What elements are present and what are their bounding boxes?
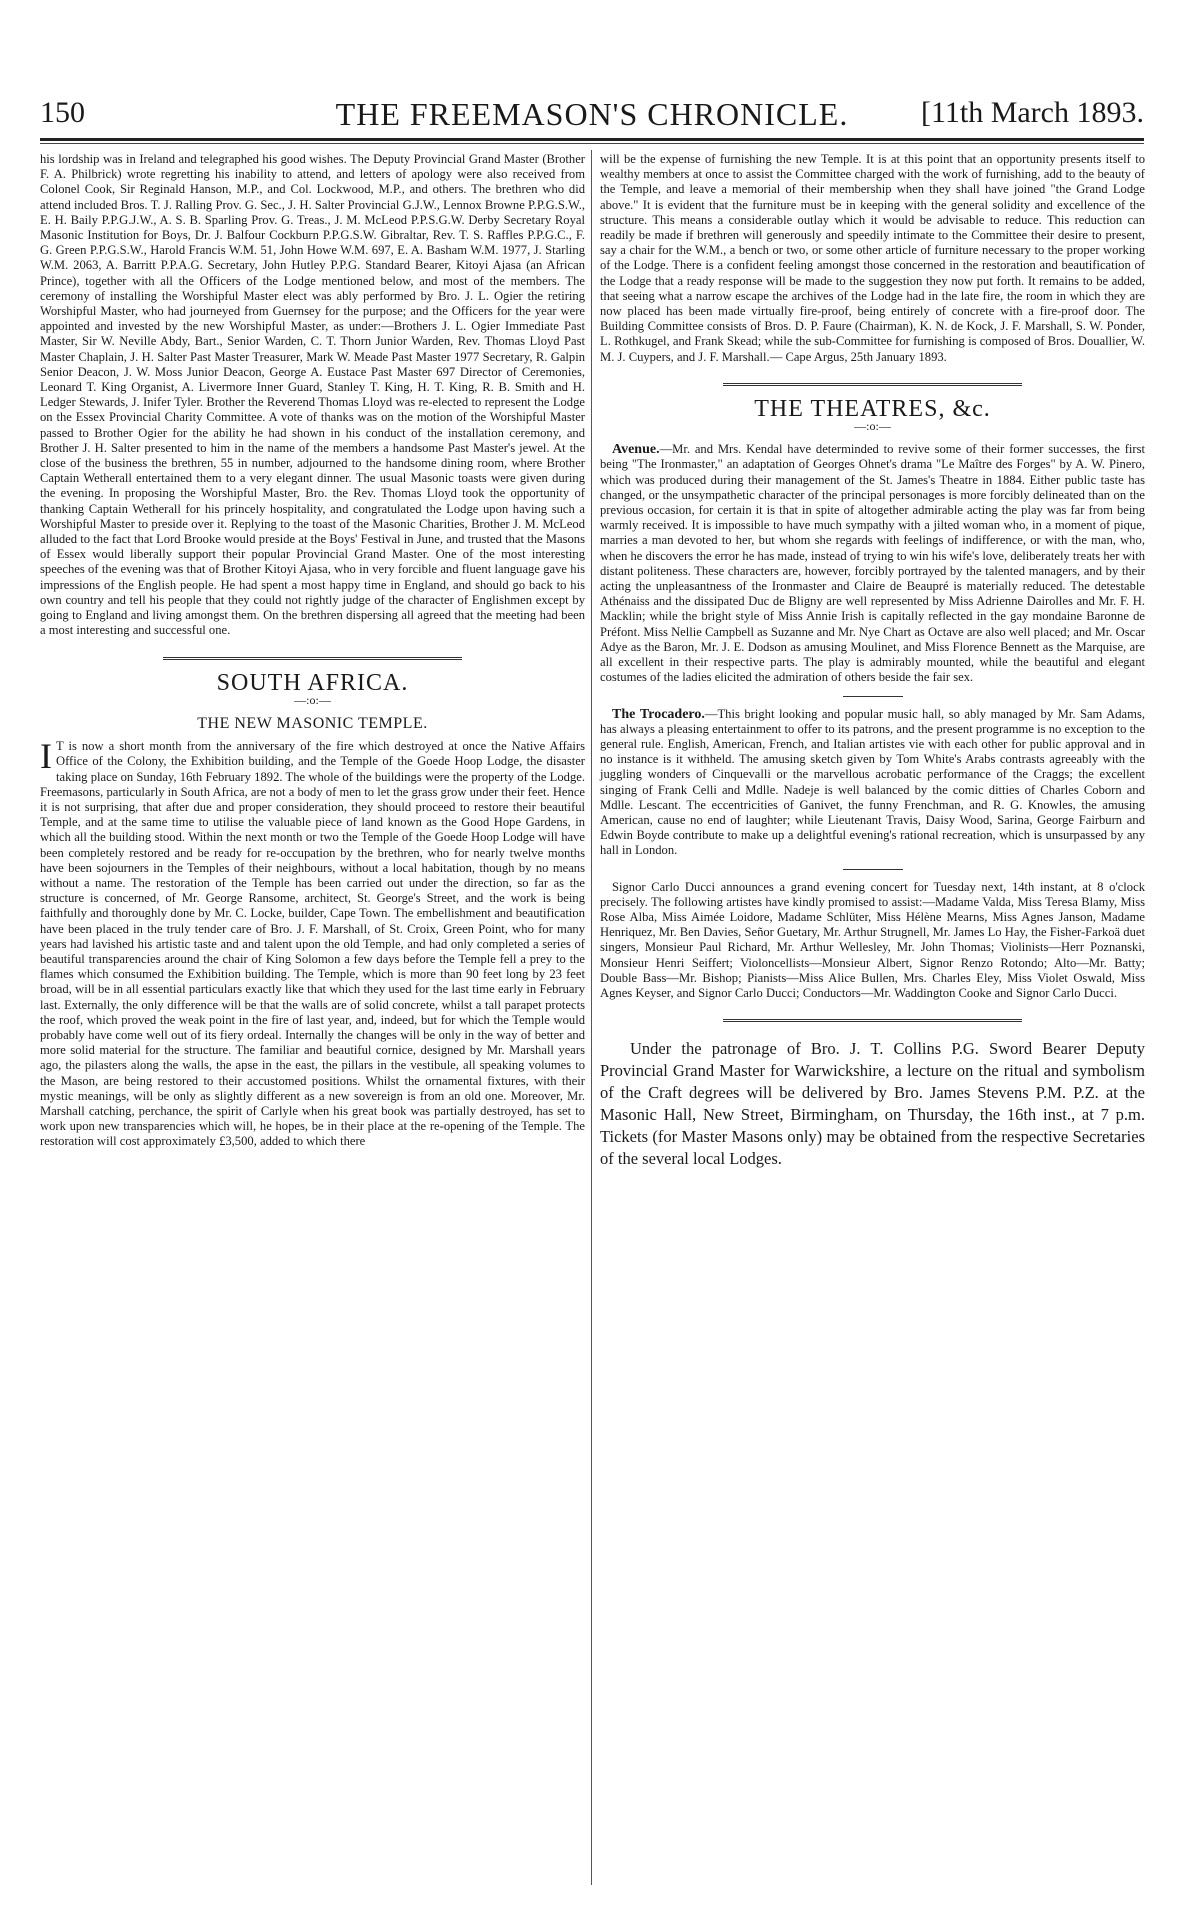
- section-divider: [723, 1019, 1023, 1022]
- masonic-temple-article: [40, 736, 585, 1149]
- short-rule: [843, 869, 903, 870]
- header-rule-thin: [40, 143, 1144, 144]
- section-heading-theatres: THE THEATRES, &c.: [754, 395, 991, 422]
- lodge-report-paragraph: his lordship was in Ireland and telegraphed his good wishes. The Deputy Provincial Grand Master (Brother F. A. Philbrick) wrote regretting his inability to attend, and letters of apology were also received from Colonel Cook, Sir Reginald Hanson, M.P., and Col. Lockwood, M.P., and others. The brethren who did attend included Bros. T. J. Ralling Prov. G. Sec., J. H. Salter Provincial G.J.W., Lennox Browne P.P.G.S.W., E. H. Baily P.P.G.J.W., A. S. B. Sparling Prov. G. Treas., J. M. McLeod P.P.S.G.W. Derby Secretary Royal Masonic Institution for Boys, Dr. J. Balfour Cockburn P.P.G.S.W. Gibraltar, Rev. T. S. Raffles P.P.G.C., F. G. Green P.P.G.S.W., Harold Francis W.M. 51, John Howe W.M. 697, E. A. Basham W.M. 1977, J. Starling W.M. 2063, A. Barritt P.P.A.G. Secretary, John Hutley P.P.G. Standard Bearer, Kitoyi Ajasa (an African Prince), together with all the Officers of the Lodge mentioned below, and most of the members. The ceremony of installing the Worshipful Master elect was ably performed by Bro. J. L. Ogier the retiring Worshipful Master, who had journeyed from Guernsey for the purpose; and the Officers for the year were appointed and invested by the new Worshipful Master, as under:—Brothers J. L. Ogier Immediate Past Master, Sir W. Neville Abdy, Bart., Senior Warden, C. T. Thorn Junior Warden, Rev. Thomas Lloyd Past Master Chaplain, J. H. Salter Past Master Treasurer, Mark W. Meade Past Master 1977 Secretary, R. Galpin Senior Deacon, J. W. Moss Junior Deacon, George A. Eustace Past Master 697 Director of Ceremonies, Leonard T. King Organist, A. Livermore Inner Guard, Stanley T. King, H. T. King, R. B. Smith and H. Ledger Stewards, J. Inifer Tyler. Brother the Reverend Thomas Lloyd was re-elected to represent the Lodge on the Essex Provincial Charity Committee. A vote of thanks was on the motion of the Worshipful Master passed to Brother Ogier for the ability he had shown in his conduct of the installation ceremony, and Brother J. H. Salter presented to him in the name of the members a handsome Past Master's jewel. At the close of the business the brethren, 55 in number, adjourned to the handsome dining room, where Brother Captain Wetherall entertained them to a very elegant dinner. The usual Masonic toasts were given during the evening. In proposing the Worshipful Master, Bro. the Rev. Thomas Lloyd took the opportunity of thanking Captain Wetherall for his princely hospitality, and congratulated the Lodge upon having such a Worshipful Master to preside over it. Replying to the toast of the Masonic Charities, Brother J. M. McLeod alluded to the fact that Lord Brooke would preside at the Boys' Festival in June, and trusted that the Masons of Essex would liberally support their popular Provincial Grand Master. One of the most interesting speeches of the evening was that of Brother Kitoyi Ajasa, who in very forcible and fluent language gave his impressions of the English people. He had spent a most happy time in England, and should go back to his own country and tell his people that they could not rightly judge of the character of Englishmen except by going to England and living amongst them. On the brethren dispersing all agreed that the meeting had been a most interesting and successful one.: [40, 152, 585, 638]
- lecture-notice: Under the patronage of Bro. J. T. Collins P.G. Sword Bearer Deputy Provincial Grand Master for Warwickshire, a lecture on the ritual and symbolism of the Craft degrees will be delivered by Bro. James Stevens P.M. P.Z. at the Masonic Hall, New Street, Birmingham, on Thursday, the 16th inst., at 7 p.m. Tickets (for Master Masons only) may be obtained from the respective Secretaries of the several local Lodges.: [600, 1039, 1145, 1169]
- avenue-body: —Mr. and Mrs. Kendal have determinded to revive some of their former successes, the first being "The Ironmaster," an adaptation of Georges Ohnet's drama "Le Maître des Forges" by A. W. Pinero, which was produced during their management of the St. James's Theatre in 1884. Either public taste has changed, or the unsympathetic character of the principal personages is more forcibly delineated than on the previous occasion, for certain it is that in spite of altogether admirable acting the play was far from being warmly received. It is impossible to have much sympathy with a jilted woman who, in a moment of pique, marries a man devoted to her, but whom she regards with feelings of indifference, or with the man, who, when he discovers the error he has made, instead of trying to win his wife's love, deliberately treats her with distant politeness. These characters are, however, forcibly portrayed by the talented managers, and by their acting the unpleasantness of the Ironmaster and Claire de Beaupré is materially reduced. The detestable Athénaiss and the dissipated Duc de Bligny are well represented by Miss Adrienne Dairolles and Mr. F. H. Macklin; while the bright style of Miss Annie Irish is capitally reflected in the gay mondaine Baronne de Préfont. Miss Nellie Campbell as Suzanne and Mr. Nye Chart as Octave are also well placed; and Mr. Oscar Adye as the Baron, Mr. J. E. Dodson as amusing Moulinet, and Miss Florence Bennett as the Marquise, are all excellent in their respective parts. The play is admirably mounted, while the beautiful and elegant costumes of the ladies elicited the admiration of others beside the fair sex.: [600, 442, 1145, 685]
- ornament-separator: —:o:—: [854, 419, 891, 434]
- publication-title: THE FREEMASON'S CHRONICLE.: [335, 96, 849, 132]
- section-divider: [163, 657, 463, 660]
- article-subheading: THE NEW MASONIC TEMPLE.: [197, 714, 428, 732]
- section-divider: [723, 383, 1023, 386]
- masonic-temple-body: T is now a short month from the anniversary of the fire which destroyed at once the Native Affairs Office of the Colony, the Exhibition building, and the Temple of the Goede Hoop Lodge, the disaster taking place on Sunday, 16th February 1892. The whole of the buildings were the property of the Lodge. Freemasons, particularly in South Africa, are not a body of men to let the grass grow under their feet. Hence it is not surprising, that after due and proper consideration, they should proceed to restore their beautiful Temple, and at the same time to utilise the valuable piece of land known as the Good Hope Gardens, in which all the building stood. Within the next month or two the Temple of the Goede Hoop Lodge will have been completely restored and be ready for re-occupation by the brethren, who for nearly twelve months have been sojourners in the Temples of their neighbours, without a local habitation, though by no means without a name. The restoration of the Temple has been carried out under the direction, so far as the structure is concerned, of Mr. George Ransome, architect, St. George's Street, and the work is being faithfully and thoroughly done by Mr. C. Locke, builder, Cape Town. The embellishment and beautification have been placed in the truly tender care of Bro. J. F. Marshall, of St. Croix, Green Point, who for many years had lavished his artistic taste and and talent upon the old Temple, and had only completed a series of beautiful transparencies around the chair of King Solomon a few days before the Temple fell a prey to the flames which consumed the Exhibition building. The Temple, which is more than 90 feet long by 23 feet broad, will be in all essential particulars exactly like that which they used for the last time early in February last. Externally, the only difference will be that the walls are of solid concrete, whilst a tall parapet protects the roof, which proved the weak point in the fire of last year, and, indeed, but for which the Temple would probably have come well out of its fiery ordeal. Internally the changes will be only in the way of better and more solid material for the structure. The familiar and beautiful cornice, designed by Mr. Marshall years ago, the pilasters along the walls, the apse in the east, the pillars in the vestibule, all speaking volumes to the Mason, are being restored to their accustomed positions. Whilst the ornamental fixtures, with their mystic meanings, will be only as slightly different as a new sovereign is from an old one. Moreover, Mr. Marshall catching, perchance, the spirit of Carlyle when his great book was partially destroyed, has set to work upon new transparencies which will, he hopes, be in their place at the re-opening of the Temple. The restoration will cost approximately £3,500, added to which there: [40, 739, 585, 1149]
- left-column: [40, 152, 585, 1150]
- issue-date: [11th March 1893.: [920, 96, 1144, 129]
- temple-continuation-paragraph: will be the expense of furnishing the new Temple. It is at this point that an opportunity presents itself to wealthy members at once to assist the Committee charged with the work of furnishing, add to the beauty of the Temple, and leave a memorial of their membership when they shall have joined "the Grand Lodge above." It is evident that the furniture must be in keeping with the general solidity and excellence of the structure. This means a considerable outlay which it would be advisable to reduce. This reduction can readily be made if brethren will generously and speedily intimate to the Committee their desire to present, say a chair for the W.M., a bench or two, or some other article of furniture necessary to the proper working of the Lodge. There is a confident feeling amongst those concerned in the restoration and beautification of the Lodge that a ready response will be made to the suggestion they now put forth. It remains to be added, that seeing what a narrow escape the archives of the Lodge had in the late fire, the room in which they are now placed has been made virtually fire-proof, being entirely of concrete with a fire-proof door. The Building Committee consists of Bros. D. P. Faure (Chairman), K. N. de Kock, J. F. Marshall, S. W. Ponder, L. Rothkugel, and Frank Skead; while the sub-Committee for furnishing is composed of Bros. Douallier, W. M. J. Cuypers, and J. F. Marshall.— Cape Argus, 25th January 1893.: [600, 152, 1145, 364]
- section-heading-south-africa: SOUTH AFRICA.: [216, 669, 409, 696]
- ornament-separator: —:o:—: [294, 692, 331, 707]
- ducci-concert-notice: Signor Carlo Ducci announces a grand evening concert for Tuesday next, 14th instant, at 8 o'clock precisely. The following artistes have kindly promised to assist:—Madame Valda, Miss Teresa Blamy, Miss Rose Alba, Miss Aimée Loidore, Madame Schlüter, Miss Hélène Mearns, Miss Agnes Janson, Madame Henriquez, Mr. Ben Davies, Señor Guetary, Mr. Arthur Strugnell, Mr. James Lo Hay, the Fisher-Farkoä duet singers, Monsieur Paul Richard, Mr. Arthur Wellesley, Mr. John Thomas; Violinists—Herr Poznanski, Monsieur Henri Seiffert; Violoncellists—Monsieur Albert, Signor Renzo Rotondo; Alto—Mr. Batty; Double Bass—Mr. Bishop; Pianists—Miss Alice Bullen, Mrs. Charles Eley, Miss Violet Oswald, Miss Agnes Keyser, and Signor Carlo Ducci; Conductors—Mr. Waddington Cooke and Signor Carlo Ducci.: [600, 879, 1145, 1000]
- trocadero-review: [600, 707, 1145, 859]
- short-rule: [843, 696, 903, 697]
- avenue-lead: Avenue.: [612, 442, 660, 458]
- page-number: 150: [40, 96, 85, 129]
- avenue-review: [600, 442, 1145, 685]
- right-column: [600, 152, 1145, 1170]
- masthead: [40, 96, 1144, 136]
- trocadero-lead: The Trocadero.: [612, 706, 705, 722]
- header-rule: [40, 138, 1144, 141]
- trocadero-body: —This bright looking and popular music hall, so ably managed by Mr. Sam Adams, has always a pleasing entertainment to offer to its patrons, and the present programme is no exception to the general rule. English, American, French, and Italian artistes vie with each other for public approval and in no instance is it withheld. The amusing sketch given by Tom White's Arabs contrasts agreeably with the juggling wonders of Cinquevalli or the marvellous acrobatic performance of the Craggs; the excellent singing of Frank Celli and Mdlle. Nadeje is well balanced by the comic ditties of Charles Coborn and Mdlle. Lescant. The eccentricities of Ganivet, the funny Frenchman, and R. G. Knowles, the amusing American, cause no end of laughter; while Lieutenant Travis, Daisy Wood, Sarina, George Fairburn and Edwin Boyde contribute to make up a delightful evening's rational recreation, which is unsurpassed by any hall in London.: [600, 706, 1145, 858]
- drop-cap: I: [40, 736, 52, 777]
- column-rule: [591, 150, 592, 1885]
